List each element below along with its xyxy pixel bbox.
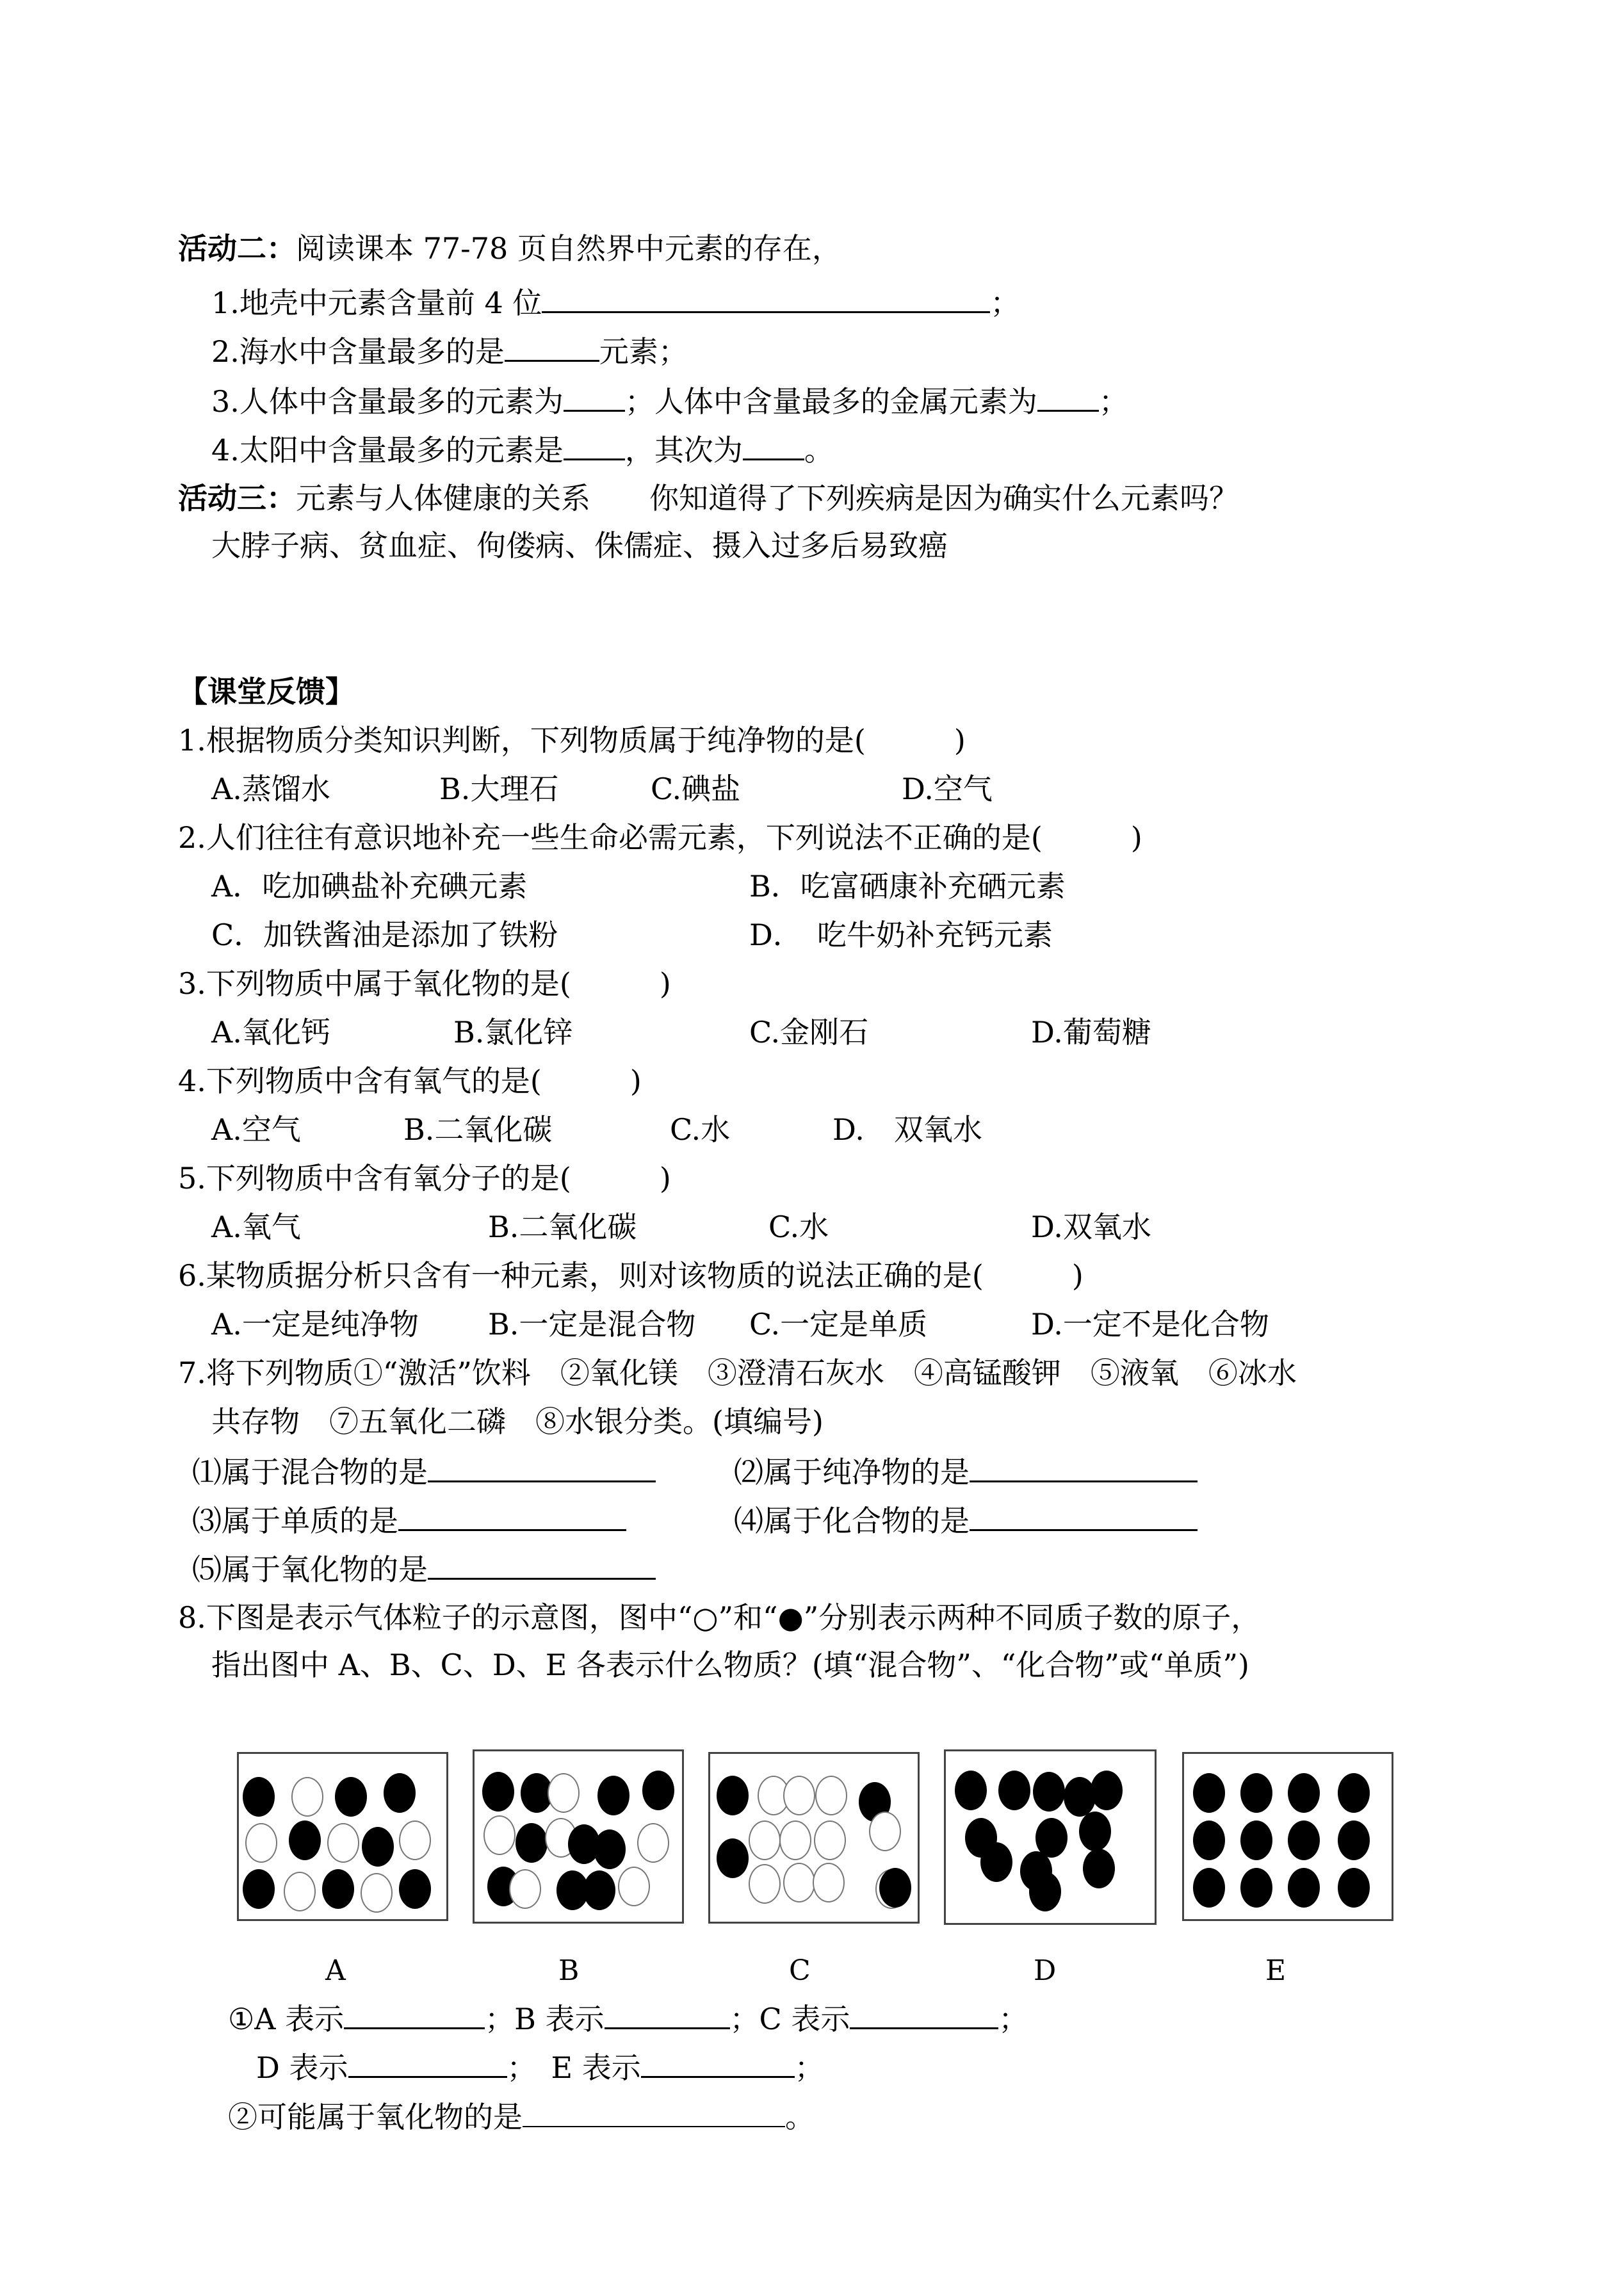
filled-atom bbox=[594, 1829, 626, 1869]
option[interactable]: A.氧气 bbox=[211, 1210, 301, 1244]
filled-atom bbox=[243, 1869, 275, 1909]
hollow-atom bbox=[509, 1869, 541, 1909]
filled-atom bbox=[335, 1777, 367, 1817]
answer-blank[interactable] bbox=[348, 2048, 507, 2078]
activity3-text: 元素与人体健康的关系 你知道得了下列疾病是因为确实什么元素吗？ bbox=[296, 481, 1238, 515]
figure-label-b: B bbox=[558, 1954, 580, 1987]
question-8: 8.下图是表示气体粒子的示意图，图中“○”和“●”分别表示两种不同质子数的原子， bbox=[178, 1600, 1261, 1635]
question-7: 7.将下列物质①“激活”饮料 ②氧化镁 ③澄清石灰水 ④高锰酸钾 ⑤液氧 ⑥冰水 bbox=[178, 1356, 1297, 1390]
answer-blank[interactable] bbox=[970, 1452, 1198, 1482]
q7-part-2: ⑵属于纯净物的是 bbox=[734, 1452, 1198, 1491]
figure-label-a: A bbox=[325, 1954, 346, 1987]
option[interactable]: D. 双氧水 bbox=[832, 1112, 982, 1147]
option[interactable]: B.一定是混合物 bbox=[488, 1307, 696, 1342]
option[interactable]: B.氯化锌 bbox=[453, 1015, 573, 1050]
filled-atom bbox=[1338, 1773, 1370, 1813]
question-5: 5.下列物质中含有氧分子的是( ) bbox=[178, 1161, 671, 1196]
filled-atom bbox=[1193, 1821, 1225, 1860]
option[interactable]: C.一定是单质 bbox=[749, 1307, 928, 1342]
hollow-atom bbox=[291, 1777, 323, 1817]
hollow-atom bbox=[783, 1863, 815, 1902]
hollow-atom bbox=[637, 1823, 669, 1863]
filled-atom bbox=[1091, 1771, 1123, 1810]
filled-atom bbox=[717, 1838, 749, 1878]
q7-part-1: ⑴属于混合物的是 bbox=[192, 1452, 656, 1491]
option[interactable]: B.二氧化碳 bbox=[403, 1112, 553, 1147]
filled-atom bbox=[1240, 1868, 1272, 1908]
hollow-atom bbox=[813, 1863, 845, 1902]
answer-line-abc: ①A 表示 ；B 表示 ；C 表示 ； bbox=[228, 1999, 1028, 2038]
answer-blank[interactable] bbox=[428, 1452, 656, 1482]
feedback-heading: 【课堂反馈】 bbox=[178, 674, 355, 709]
filled-atom bbox=[1240, 1821, 1272, 1860]
activity2-q3: 3.人体中含量最多的元素为 ；人体中含量最多的金属元素为 ； bbox=[211, 382, 1128, 420]
question-1: 1.根据物质分类知识判断，下列物质属于纯净物的是( ) bbox=[178, 723, 966, 758]
particle-box-a bbox=[237, 1752, 448, 1921]
option[interactable]: C.水 bbox=[670, 1112, 731, 1147]
activity2-q4: 4.太阳中含量最多的元素是 ，其次为 。 bbox=[211, 430, 834, 469]
filled-atom bbox=[1288, 1821, 1320, 1860]
hollow-atom bbox=[749, 1864, 781, 1904]
activity3-diseases: 大脖子病、贫血症、佝偻病、侏儒症、摄入过多后易致癌 bbox=[211, 528, 948, 563]
filled-atom bbox=[289, 1821, 321, 1860]
answer-blank[interactable] bbox=[641, 2048, 795, 2078]
option[interactable]: C.水 bbox=[768, 1210, 829, 1244]
particle-box-b bbox=[473, 1749, 684, 1924]
figure-label-e: E bbox=[1265, 1954, 1287, 1987]
hollow-atom bbox=[399, 1821, 431, 1860]
answer-blank[interactable] bbox=[542, 283, 990, 313]
option[interactable]: B．吃富硒康补充硒元素 bbox=[749, 869, 1066, 904]
answer-blank[interactable] bbox=[428, 1550, 656, 1580]
answer-blank[interactable] bbox=[523, 2098, 785, 2127]
filled-atom bbox=[1338, 1821, 1370, 1860]
filled-atom bbox=[583, 1870, 615, 1910]
hollow-atom bbox=[779, 1821, 811, 1860]
option[interactable]: C.金刚石 bbox=[749, 1015, 869, 1050]
hollow-atom bbox=[245, 1823, 277, 1863]
answer-blank[interactable] bbox=[850, 1999, 998, 2029]
filled-atom bbox=[998, 1771, 1030, 1810]
option[interactable]: D.双氧水 bbox=[1031, 1210, 1151, 1244]
option[interactable]: D.一定不是化合物 bbox=[1031, 1307, 1269, 1342]
filled-atom bbox=[322, 1869, 354, 1909]
filled-atom bbox=[1033, 1772, 1065, 1812]
option[interactable]: C.碘盐 bbox=[651, 772, 741, 806]
activity2-q2: 2.海水中含量最多的是 元素； bbox=[211, 332, 688, 370]
option[interactable]: B.二氧化碳 bbox=[488, 1210, 637, 1244]
filled-atom bbox=[399, 1869, 431, 1909]
answer-line-de: D 表示 ； E 表示 ； bbox=[256, 2048, 824, 2086]
question-4: 4.下列物质中含有氧气的是( ) bbox=[178, 1064, 642, 1098]
answer-blank[interactable] bbox=[398, 1501, 626, 1531]
hollow-atom bbox=[814, 1821, 846, 1860]
question-2: 2.人们往往有意识地补充一些生命必需元素，下列说法不正确的是( ) bbox=[178, 820, 1142, 855]
filled-atom bbox=[879, 1868, 911, 1908]
filled-atom bbox=[384, 1773, 416, 1813]
option[interactable]: B.大理石 bbox=[439, 772, 559, 806]
filled-atom bbox=[597, 1776, 629, 1815]
option[interactable]: A.氧化钙 bbox=[211, 1015, 330, 1050]
option[interactable]: D.空气 bbox=[902, 772, 993, 806]
activity2-q1: 1.地壳中元素含量前 4 位 ； bbox=[211, 283, 1019, 321]
filled-atom bbox=[1288, 1773, 1320, 1813]
option[interactable]: A.空气 bbox=[211, 1112, 301, 1147]
option[interactable]: D． 吃牛奶补充钙元素 bbox=[749, 918, 1053, 952]
filled-atom bbox=[955, 1771, 987, 1810]
answer-blank[interactable] bbox=[564, 430, 625, 460]
filled-atom bbox=[717, 1776, 749, 1815]
option[interactable]: D.葡萄糖 bbox=[1031, 1015, 1151, 1050]
answer-blank[interactable] bbox=[564, 382, 625, 412]
filled-atom bbox=[516, 1823, 548, 1863]
q7-part-3: ⑶属于单质的是 bbox=[192, 1501, 626, 1539]
q7-part-5: ⑸属于氧化物的是 bbox=[192, 1550, 656, 1588]
activity2-intro: 阅读课本 77-78 页自然界中元素的存在， bbox=[296, 231, 841, 266]
answer-blank[interactable] bbox=[605, 1999, 730, 2029]
filled-atom bbox=[1193, 1773, 1225, 1813]
hollow-atom bbox=[327, 1823, 359, 1863]
option[interactable]: A.蒸馏水 bbox=[211, 772, 330, 806]
hollow-atom bbox=[783, 1776, 815, 1815]
hollow-atom bbox=[869, 1812, 901, 1851]
answer-blank[interactable] bbox=[1037, 382, 1099, 412]
filled-atom bbox=[482, 1772, 514, 1812]
filled-atom bbox=[642, 1771, 674, 1810]
filled-atom bbox=[1079, 1812, 1111, 1851]
figure-label-c: C bbox=[789, 1954, 811, 1987]
figure-label-d: D bbox=[1034, 1954, 1057, 1987]
particle-box-c bbox=[708, 1752, 920, 1924]
filled-atom bbox=[243, 1777, 275, 1817]
particle-box-d bbox=[944, 1749, 1157, 1925]
particle-box-e bbox=[1182, 1752, 1393, 1921]
activity2-heading bbox=[178, 229, 841, 268]
filled-atom bbox=[980, 1842, 1012, 1882]
hollow-atom bbox=[815, 1776, 847, 1815]
q7-part-4: ⑷属于化合物的是 bbox=[734, 1501, 1198, 1539]
hollow-atom bbox=[749, 1821, 781, 1860]
question-8-cont: 指出图中 A、B、C、D、E 各表示什么物质？(填“混合物”、“化合物”或“单质”) bbox=[211, 1648, 1249, 1682]
filled-atom bbox=[1240, 1773, 1272, 1813]
filled-atom bbox=[1193, 1868, 1225, 1908]
option[interactable]: A．吃加碘盐补充碘元素 bbox=[211, 869, 528, 904]
answer-blank[interactable] bbox=[743, 430, 804, 460]
hollow-atom bbox=[483, 1815, 516, 1855]
filled-atom bbox=[1029, 1872, 1061, 1911]
hollow-atom bbox=[361, 1873, 393, 1913]
question-3: 3.下列物质中属于氧化物的是( ) bbox=[178, 966, 671, 1001]
option[interactable]: A.一定是纯净物 bbox=[211, 1307, 419, 1342]
hollow-atom bbox=[284, 1872, 316, 1911]
option[interactable]: C．加铁酱油是添加了铁粉 bbox=[211, 918, 558, 952]
answer-line-oxide: ②可能属于氧化物的是 。 bbox=[228, 2098, 815, 2136]
hollow-atom bbox=[618, 1867, 650, 1906]
answer-blank[interactable] bbox=[970, 1501, 1198, 1531]
activity2-title: 活动二： bbox=[178, 231, 296, 266]
activity3-title: 活动三： bbox=[178, 481, 296, 515]
answer-blank[interactable] bbox=[505, 332, 599, 362]
question-6: 6.某物质据分析只含有一种元素，则对该物质的说法正确的是( ) bbox=[178, 1258, 1084, 1293]
question-7-cont: 共存物 ⑦五氧化二磷 ⑧水银分类。(填编号) bbox=[211, 1404, 824, 1439]
filled-atom bbox=[1288, 1868, 1320, 1908]
filled-atom bbox=[1338, 1868, 1370, 1908]
activity3-heading bbox=[178, 479, 1238, 517]
hollow-atom bbox=[548, 1773, 580, 1813]
filled-atom bbox=[1083, 1849, 1115, 1888]
filled-atom bbox=[362, 1827, 394, 1867]
answer-blank[interactable] bbox=[344, 1999, 485, 2029]
